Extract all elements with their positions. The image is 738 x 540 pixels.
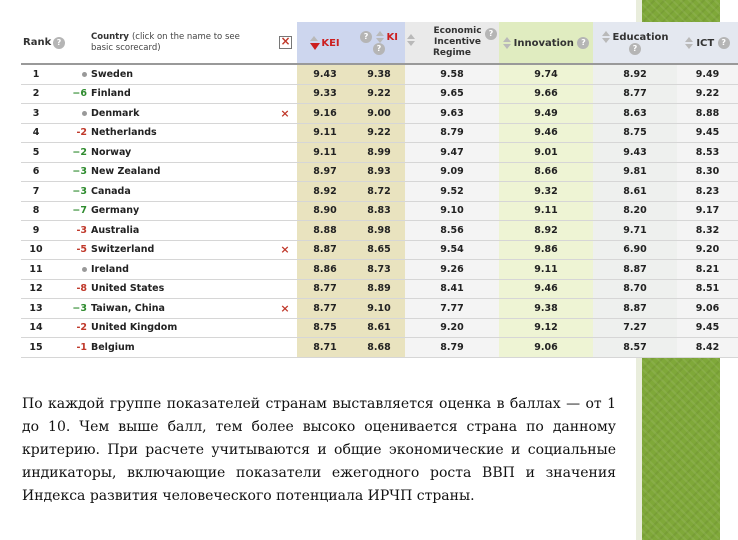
education-header[interactable]: Education ? <box>593 22 677 64</box>
compare-cell[interactable] <box>273 84 297 104</box>
compare-cell[interactable] <box>273 162 297 182</box>
ki-help-icon[interactable]: ? <box>373 43 385 55</box>
rank-help-icon[interactable]: ? <box>53 37 65 49</box>
eir-header[interactable]: Economic Incentive Regime ? <box>405 22 499 64</box>
compare-cell[interactable] <box>273 201 297 221</box>
ki-cell: 8.73 <box>353 260 405 280</box>
compare-x-icon: × <box>280 34 291 48</box>
status-cell <box>51 221 67 241</box>
table-row <box>21 143 738 163</box>
description-paragraph: По каждой группе показателей странам выставляется оценка в баллах — от 1 до 10. Чем выше балл, тем более высоко оценивается страна по данному критерию. При расчете учитываются и общие экономические и социальные индикаторы, включающие показатели ежегодного роста ВВП и значения Индекса развития человеческого потенциала ИРЧП страны. <box>22 396 616 504</box>
innovation-help-icon[interactable]: ? <box>577 37 589 49</box>
status-cell <box>51 182 67 202</box>
change-cell: -8 <box>67 279 89 299</box>
table-row <box>21 84 738 104</box>
change-cell: −2 <box>67 143 89 163</box>
ki-cell: 8.83 <box>353 201 405 221</box>
rank-cell: 10 <box>21 240 51 260</box>
compare-cell[interactable] <box>273 221 297 241</box>
table-row <box>21 260 738 280</box>
table-body <box>21 64 738 357</box>
ict-cell: 8.30 <box>677 162 738 182</box>
ki-cell: 9.22 <box>353 84 405 104</box>
kei-cell: 8.75 <box>297 318 353 338</box>
status-cell <box>51 201 67 221</box>
innovation-sort-icon[interactable] <box>503 37 512 49</box>
change-cell: −3 <box>67 182 89 202</box>
kei-cell: 8.97 <box>297 162 353 182</box>
rank-cell: 1 <box>21 64 51 84</box>
innovation-cell: 9.74 <box>499 64 593 84</box>
status-cell <box>51 240 67 260</box>
education-cell: 9.43 <box>593 143 677 163</box>
kei-cell: 8.92 <box>297 182 353 202</box>
table-row <box>21 279 738 299</box>
country-header-note-1: (click on the name to see <box>131 31 240 42</box>
ict-cell: 9.22 <box>677 84 738 104</box>
change-cell <box>67 260 89 280</box>
compare-cell[interactable]: × <box>273 104 297 124</box>
ki-cell: 9.22 <box>353 123 405 143</box>
change-cell: -1 <box>67 338 89 358</box>
innovation-cell: 9.46 <box>499 279 593 299</box>
education-help-icon[interactable]: ? <box>629 43 641 55</box>
innovation-cell: 9.66 <box>499 84 593 104</box>
education-cell: 8.92 <box>593 64 677 84</box>
kei-cell: 8.88 <box>297 221 353 241</box>
country-link[interactable]: Germany <box>89 201 273 221</box>
ict-cell: 9.49 <box>677 64 738 84</box>
kei-help-icon[interactable]: ? <box>360 31 372 43</box>
innovation-cell: 9.11 <box>499 260 593 280</box>
ranking-table <box>21 22 738 358</box>
innovation-cell: 9.38 <box>499 299 593 319</box>
change-cell: -2 <box>67 123 89 143</box>
table-header-row <box>21 22 738 64</box>
status-cell <box>51 123 67 143</box>
kei-cell: 8.77 <box>297 279 353 299</box>
innovation-cell: 9.12 <box>499 318 593 338</box>
education-cell: 8.20 <box>593 201 677 221</box>
table-row <box>21 221 738 241</box>
ict-cell: 9.06 <box>677 299 738 319</box>
status-cell <box>51 279 67 299</box>
kei-cell: 9.11 <box>297 143 353 163</box>
change-cell <box>67 104 89 124</box>
kei-cell: 9.16 <box>297 104 353 124</box>
rank-cell: 13 <box>21 299 51 319</box>
rank-cell: 6 <box>21 162 51 182</box>
kei-cell: 8.90 <box>297 201 353 221</box>
education-cell: 8.70 <box>593 279 677 299</box>
innovation-cell: 9.32 <box>499 182 593 202</box>
ki-cell: 8.99 <box>353 143 405 163</box>
ki-cell: 8.61 <box>353 318 405 338</box>
country-link[interactable]: New Zealand <box>89 162 273 182</box>
eir-cell: 9.26 <box>405 260 499 280</box>
ki-cell: 9.00 <box>353 104 405 124</box>
table-row <box>21 240 738 260</box>
innovation-cell: 8.92 <box>499 221 593 241</box>
eir-cell: 9.58 <box>405 64 499 84</box>
ict-cell: 9.20 <box>677 240 738 260</box>
innovation-header[interactable]: Innovation ? <box>499 22 593 64</box>
country-link[interactable]: Canada <box>89 182 273 202</box>
rank-header[interactable]: Rank <box>21 22 51 64</box>
education-cell: 9.71 <box>593 221 677 241</box>
ict-cell: 9.45 <box>677 123 738 143</box>
eir-cell: 8.79 <box>405 123 499 143</box>
eir-cell: 8.79 <box>405 338 499 358</box>
compare-cell[interactable]: × <box>273 240 297 260</box>
country-link[interactable]: Taiwan, China <box>89 299 273 319</box>
ki-cell: 8.89 <box>353 279 405 299</box>
rank-cell: 12 <box>21 279 51 299</box>
rank-cell: 3 <box>21 104 51 124</box>
country-header-note-2: basic scorecard) <box>91 42 161 53</box>
table-row <box>21 318 738 338</box>
eir-cell: 8.41 <box>405 279 499 299</box>
country-header[interactable]: Country (click on the name to see basic scorecard) <box>89 22 273 64</box>
compare-header[interactable] <box>273 22 297 64</box>
ki-cell: 8.93 <box>353 162 405 182</box>
ki-sort-icon[interactable] <box>376 31 385 43</box>
change-cell: −7 <box>67 201 89 221</box>
table-row <box>21 338 738 358</box>
change-header <box>67 22 89 64</box>
education-cell: 7.27 <box>593 318 677 338</box>
ict-cell: 8.51 <box>677 279 738 299</box>
eir-cell: 9.10 <box>405 201 499 221</box>
ki-cell: 8.72 <box>353 182 405 202</box>
change-cell: −3 <box>67 299 89 319</box>
education-cell: 8.77 <box>593 84 677 104</box>
table-row <box>21 201 738 221</box>
no-change-dot-icon <box>82 267 87 272</box>
kei-ranking-table <box>21 22 726 353</box>
education-cell: 8.57 <box>593 338 677 358</box>
country-link[interactable]: Netherlands <box>89 123 273 143</box>
ict-cell: 8.21 <box>677 260 738 280</box>
rank-cell: 7 <box>21 182 51 202</box>
kei-cell: 9.33 <box>297 84 353 104</box>
ict-sort-icon[interactable] <box>685 37 694 49</box>
change-cell: -2 <box>67 318 89 338</box>
rank-cell: 9 <box>21 221 51 241</box>
education-cell: 8.75 <box>593 123 677 143</box>
status-cell <box>51 318 67 338</box>
rank-cell: 11 <box>21 260 51 280</box>
ki-cell: 9.38 <box>353 64 405 84</box>
status-cell <box>51 162 67 182</box>
kei-cell: 9.43 <box>297 64 353 84</box>
kei-sort-icon[interactable] <box>310 36 319 50</box>
kei-cell: 8.77 <box>297 299 353 319</box>
status-cell <box>51 260 67 280</box>
country-link[interactable]: Finland <box>89 84 273 104</box>
ict-cell: 9.45 <box>677 318 738 338</box>
status-cell <box>51 104 67 124</box>
ki-cell: 9.10 <box>353 299 405 319</box>
country-link[interactable]: Ireland <box>89 260 273 280</box>
compare-cell[interactable] <box>273 143 297 163</box>
kei-cell: 8.86 <box>297 260 353 280</box>
ict-cell: 8.53 <box>677 143 738 163</box>
country-link[interactable]: Denmark <box>89 104 273 124</box>
rank-help-cell <box>51 22 67 64</box>
table-row <box>21 182 738 202</box>
country-link[interactable]: Belgium <box>89 338 273 358</box>
kei-cell: 8.71 <box>297 338 353 358</box>
change-cell <box>67 64 89 84</box>
kei-cell: 9.11 <box>297 123 353 143</box>
country-link[interactable]: United States <box>89 279 273 299</box>
no-change-dot-icon <box>82 72 87 77</box>
eir-cell: 9.65 <box>405 84 499 104</box>
eir-cell: 8.56 <box>405 221 499 241</box>
eir-cell: 9.63 <box>405 104 499 124</box>
ki-cell: 8.68 <box>353 338 405 358</box>
compare-cell[interactable] <box>273 338 297 358</box>
ict-cell: 8.88 <box>677 104 738 124</box>
ict-help-icon[interactable]: ? <box>718 37 730 49</box>
status-cell <box>51 84 67 104</box>
education-cell: 8.87 <box>593 260 677 280</box>
country-link[interactable]: Australia <box>89 221 273 241</box>
change-cell: −3 <box>67 162 89 182</box>
country-link[interactable]: United Kingdom <box>89 318 273 338</box>
no-change-dot-icon <box>82 111 87 116</box>
table-row <box>21 162 738 182</box>
ict-cell: 8.42 <box>677 338 738 358</box>
eir-cell: 9.54 <box>405 240 499 260</box>
ki-cell: 8.65 <box>353 240 405 260</box>
education-cell: 9.81 <box>593 162 677 182</box>
compare-cell[interactable] <box>273 318 297 338</box>
rank-cell: 2 <box>21 84 51 104</box>
change-cell: -3 <box>67 221 89 241</box>
education-cell: 8.63 <box>593 104 677 124</box>
ict-cell: 8.23 <box>677 182 738 202</box>
country-link[interactable]: Sweden <box>89 64 273 84</box>
change-cell: -5 <box>67 240 89 260</box>
compare-cell[interactable] <box>273 182 297 202</box>
ki-header[interactable]: ? KI ? <box>353 22 405 64</box>
compare-cell[interactable] <box>273 64 297 84</box>
table-row <box>21 123 738 143</box>
ict-cell: 9.17 <box>677 201 738 221</box>
kei-header[interactable]: KEI <box>297 22 353 64</box>
education-cell: 8.61 <box>593 182 677 202</box>
innovation-cell: 9.11 <box>499 201 593 221</box>
compare-checkbox-icon[interactable] <box>279 36 292 49</box>
eir-help-icon[interactable]: ? <box>485 28 497 40</box>
eir-cell: 9.52 <box>405 182 499 202</box>
innovation-cell: 9.46 <box>499 123 593 143</box>
table-row <box>21 299 738 319</box>
education-cell: 6.90 <box>593 240 677 260</box>
ict-header[interactable]: ICT ? <box>677 22 738 64</box>
education-sort-icon[interactable] <box>602 31 611 43</box>
compare-cell[interactable]: × <box>273 299 297 319</box>
rank-cell: 4 <box>21 123 51 143</box>
education-cell: 8.87 <box>593 299 677 319</box>
compare-cell[interactable] <box>273 260 297 280</box>
innovation-cell: 9.01 <box>499 143 593 163</box>
rank-cell: 15 <box>21 338 51 358</box>
rank-cell: 5 <box>21 143 51 163</box>
eir-cell: 9.47 <box>405 143 499 163</box>
table-row <box>21 104 738 124</box>
eir-cell: 9.20 <box>405 318 499 338</box>
status-cell <box>51 64 67 84</box>
ki-cell: 8.98 <box>353 221 405 241</box>
country-link[interactable]: Norway <box>89 143 273 163</box>
kei-cell: 8.87 <box>297 240 353 260</box>
compare-cell[interactable] <box>273 279 297 299</box>
rank-cell: 14 <box>21 318 51 338</box>
rank-cell: 8 <box>21 201 51 221</box>
status-cell <box>51 143 67 163</box>
status-cell <box>51 338 67 358</box>
country-link[interactable]: Switzerland <box>89 240 273 260</box>
innovation-cell: 9.86 <box>499 240 593 260</box>
status-cell <box>51 299 67 319</box>
eir-cell: 9.09 <box>405 162 499 182</box>
table-row <box>21 64 738 84</box>
innovation-cell: 9.06 <box>499 338 593 358</box>
innovation-cell: 9.49 <box>499 104 593 124</box>
eir-cell: 7.77 <box>405 299 499 319</box>
eir-sort-icon[interactable] <box>407 34 416 46</box>
innovation-cell: 8.66 <box>499 162 593 182</box>
change-cell: −6 <box>67 84 89 104</box>
ict-cell: 8.32 <box>677 221 738 241</box>
compare-cell[interactable] <box>273 123 297 143</box>
